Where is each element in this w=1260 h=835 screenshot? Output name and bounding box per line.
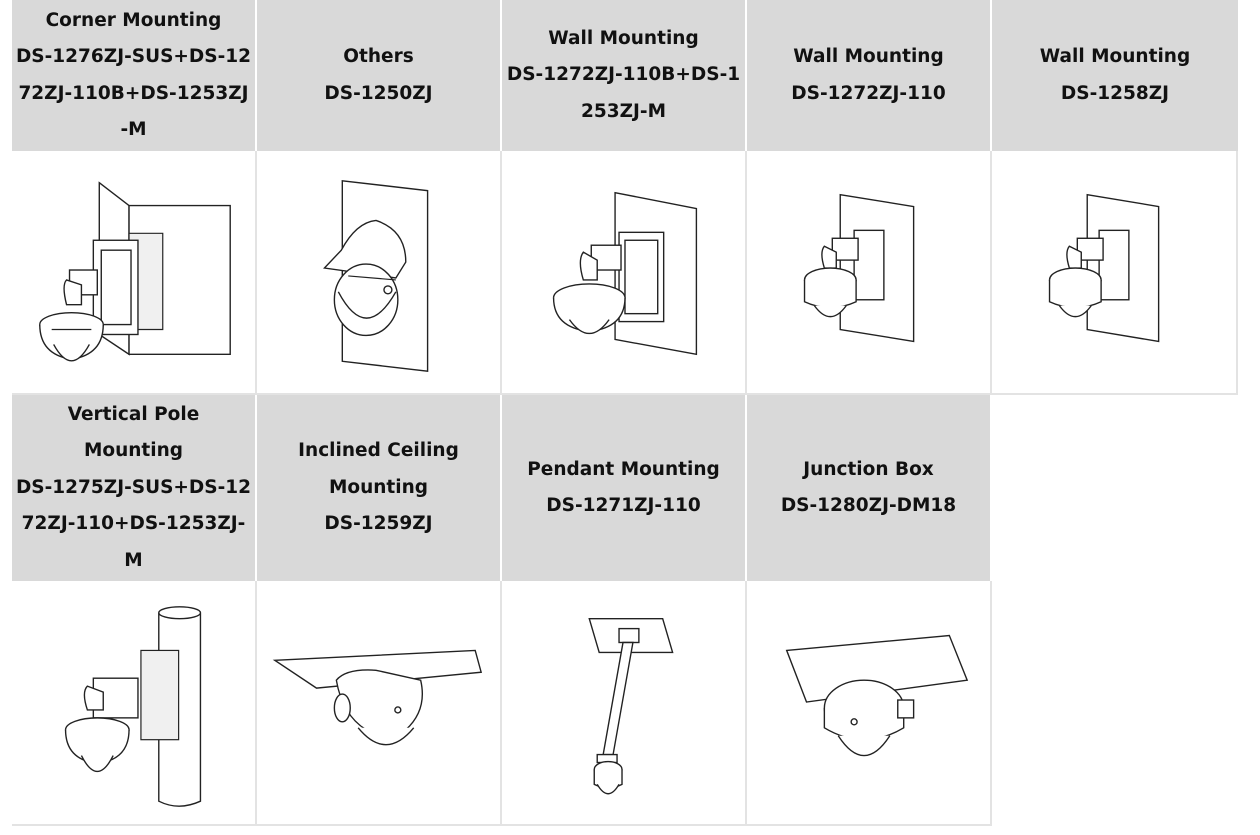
header-label: Inclined Ceiling Mounting DS-1259ZJ bbox=[298, 440, 459, 535]
junction-box-illustration bbox=[747, 581, 992, 826]
header-label: Others DS-1250ZJ bbox=[324, 46, 433, 104]
header-others bbox=[257, 0, 502, 151]
header-label: Junction Box DS-1280ZJ-DM18 bbox=[780, 458, 957, 516]
header-pendant-mounting bbox=[502, 395, 747, 581]
wall-mount-small-illustration bbox=[992, 151, 1238, 395]
wall-mount-illustration bbox=[747, 151, 992, 395]
pendant-mount-illustration bbox=[502, 581, 747, 826]
wall-mount-junction-illustration bbox=[502, 151, 747, 395]
header-wall-mounting-junction bbox=[502, 0, 747, 151]
rain-shield-mount-illustration bbox=[257, 151, 502, 395]
header-label: Wall Mounting DS-1272ZJ-110 bbox=[791, 46, 946, 104]
header-wall-mounting bbox=[747, 0, 992, 151]
header-junction-box bbox=[747, 395, 992, 581]
header-label: Corner Mounting DS-1276ZJ-SUS+DS-12 72ZJ-110B+DS-1253ZJ -M bbox=[15, 9, 252, 140]
header-label: Vertical Pole Mounting DS-1275ZJ-SUS+DS-12 72ZJ-110+DS-1253ZJ- M bbox=[15, 403, 252, 571]
header-inclined-ceiling-mounting bbox=[257, 395, 502, 581]
header-label: Wall Mounting DS-1258ZJ bbox=[1039, 46, 1191, 104]
pole-mount-illustration bbox=[12, 581, 257, 826]
header-wall-mounting-small bbox=[992, 0, 1238, 151]
header-corner-mounting bbox=[12, 0, 257, 151]
inclined-ceiling-mount-illustration bbox=[257, 581, 502, 826]
header-vertical-pole-mounting bbox=[12, 395, 257, 581]
corner-mount-illustration bbox=[12, 151, 257, 395]
header-label: Pendant Mounting DS-1271ZJ-110 bbox=[527, 458, 720, 516]
header-label: Wall Mounting DS-1272ZJ-110B+DS-1 253ZJ-M bbox=[506, 27, 741, 122]
